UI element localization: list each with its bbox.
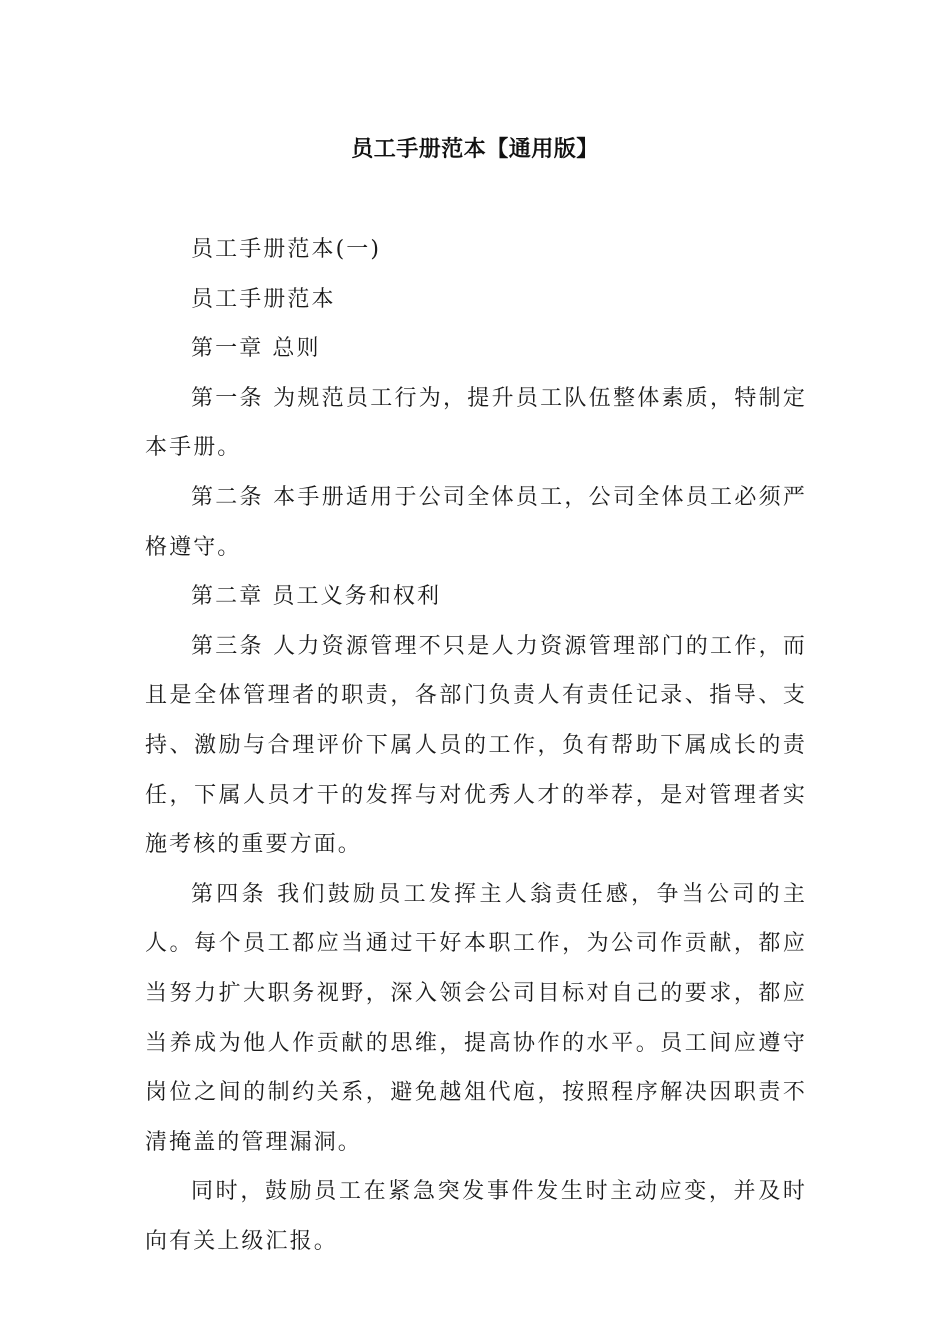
article-3: 第三条 人力资源管理不只是人力资源管理部门的工作，而且是全体管理者的职责，各部门负责人有责任记录、指导、支持、激励与合理评价下属人员的工作，负有帮助下属成长的责任，下属人员才干的发挥与对优秀人才的举荐，是对管理者实施考核的重要方面。 — [145, 633, 807, 858]
article-2: 第二条 本手册适用于公司全体员工，公司全体员工必须严格遵守。 — [145, 484, 807, 560]
paragraph-emergency: 同时，鼓励员工在紧急突发事件发生时主动应变，并及时向有关上级汇报。 — [145, 1179, 807, 1254]
document-body — [145, 225, 807, 1266]
article-1: 第一条 为规范员工行为，提升员工队伍整体素质，特制定本手册。 — [145, 385, 807, 461]
chapter-2-heading: 第二章 员工义务和权利 — [191, 584, 442, 610]
chapter-1-heading: 第一章 总则 — [191, 336, 321, 362]
document-title: 员工手册范本【通用版】 — [351, 137, 599, 162]
paragraph-subtitle: 员工手册范本(一) — [191, 237, 382, 262]
article-4: 第四条 我们鼓励员工发挥主人翁责任感，争当公司的主人。每个员工都应当通过干好本职工作，为公司作贡献，都应当努力扩大职务视野，深入领会公司目标对自己的要求，都应当养成为他人作贡献的思维，提高协作的水平。员工间应遵守岗位之间的制约关系，避免越俎代庖，按照程序解决因职责不清掩盖的管理漏洞。 — [145, 881, 807, 1155]
paragraph-manual-name: 员工手册范本 — [191, 286, 336, 312]
